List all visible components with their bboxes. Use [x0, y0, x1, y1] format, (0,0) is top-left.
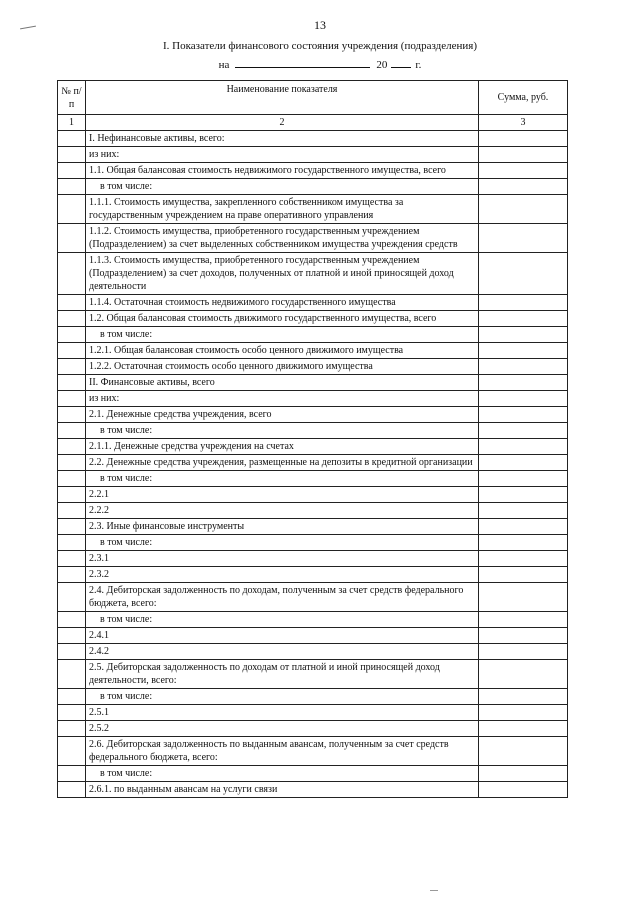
indicator-name: 2.4.2: [86, 644, 479, 660]
table-row: [58, 407, 568, 423]
indicator-name: в том числе:: [86, 612, 479, 628]
table-row: [58, 439, 568, 455]
sum-cell[interactable]: [479, 311, 568, 327]
row-number-cell: [58, 455, 86, 471]
indicator-name: 1.1. Общая балансовая стоимость недвижимого государственного имущества, всего: [86, 163, 479, 179]
row-number-cell: [58, 423, 86, 439]
row-number-cell: [58, 503, 86, 519]
row-number-cell: [58, 487, 86, 503]
table-row: [58, 583, 568, 612]
row-number-cell: [58, 583, 86, 612]
sum-cell[interactable]: [479, 644, 568, 660]
table-row: [58, 503, 568, 519]
indicator-name: из них:: [86, 147, 479, 163]
indicator-name: 1.2.1. Общая балансовая стоимость особо ценного движимого имущества: [86, 343, 479, 359]
sum-cell[interactable]: [479, 391, 568, 407]
table-row: [58, 535, 568, 551]
indicator-name: I. Нефинансовые активы, всего:: [86, 131, 479, 147]
row-number-cell: [58, 343, 86, 359]
header-sum: Сумма, руб.: [479, 81, 568, 115]
date-prefix: на: [218, 59, 230, 71]
table-row: [58, 689, 568, 705]
column-number: 3: [479, 115, 568, 131]
indicator-name: из них:: [86, 391, 479, 407]
row-number-cell: [58, 295, 86, 311]
table-row: [58, 455, 568, 471]
row-number-cell: [58, 327, 86, 343]
row-number-cell: [58, 163, 86, 179]
indicator-name: 2.1.1. Денежные средства учреждения на счетах: [86, 439, 479, 455]
sum-cell[interactable]: [479, 439, 568, 455]
date-blank: [235, 57, 370, 68]
column-number: 2: [86, 115, 479, 131]
table-row: [58, 195, 568, 224]
date-line: [0, 57, 640, 71]
indicator-name: 1.1.3. Стоимость имущества, приобретенного государственным учреждением (Подразделением) за счет доходов, полученных от платной и иной приносящей доход деятельности: [86, 253, 479, 295]
table-body: [58, 131, 568, 798]
row-number-cell: [58, 644, 86, 660]
table-row: [58, 179, 568, 195]
table-row: [58, 359, 568, 375]
indicator-name: 2.3.1: [86, 551, 479, 567]
sum-cell[interactable]: [479, 583, 568, 612]
table-row: [58, 721, 568, 737]
sum-cell[interactable]: [479, 407, 568, 423]
indicator-name: 2.2.1: [86, 487, 479, 503]
indicator-name: в том числе:: [86, 179, 479, 195]
table-row: [58, 147, 568, 163]
indicator-name: в том числе:: [86, 423, 479, 439]
indicator-name: 2.4.1: [86, 628, 479, 644]
indicators-table: [57, 80, 568, 798]
row-number-cell: [58, 705, 86, 721]
row-number-cell: [58, 689, 86, 705]
table-row: [58, 782, 568, 798]
row-number-cell: [58, 628, 86, 644]
row-number-cell: [58, 782, 86, 798]
sum-cell[interactable]: [479, 689, 568, 705]
table-row: [58, 295, 568, 311]
row-number-cell: [58, 567, 86, 583]
indicator-name: II. Финансовые активы, всего: [86, 375, 479, 391]
row-number-cell: [58, 766, 86, 782]
table-row: [58, 487, 568, 503]
row-number-cell: [58, 737, 86, 766]
indicator-name: 1.2. Общая балансовая стоимость движимого государственного имущества, всего: [86, 311, 479, 327]
table-row: [58, 551, 568, 567]
sum-cell[interactable]: [479, 253, 568, 295]
sum-cell[interactable]: [479, 359, 568, 375]
sum-cell[interactable]: [479, 179, 568, 195]
sum-cell[interactable]: [479, 455, 568, 471]
sum-cell[interactable]: [479, 295, 568, 311]
sum-cell[interactable]: [479, 567, 568, 583]
sum-cell[interactable]: [479, 535, 568, 551]
table-row: [58, 375, 568, 391]
sum-cell[interactable]: [479, 660, 568, 689]
sum-cell[interactable]: [479, 782, 568, 798]
header-no: № п/п: [58, 81, 86, 115]
indicator-name: в том числе:: [86, 766, 479, 782]
indicator-name: 2.6. Дебиторская задолженность по выданным авансам, полученным за счет средств федерального бюджета, всего:: [86, 737, 479, 766]
indicator-name: 2.3. Иные финансовые инструменты: [86, 519, 479, 535]
row-number-cell: [58, 131, 86, 147]
indicator-name: 2.5.2: [86, 721, 479, 737]
row-number-cell: [58, 612, 86, 628]
row-number-cell: [58, 147, 86, 163]
sum-cell[interactable]: [479, 224, 568, 253]
sum-cell[interactable]: [479, 375, 568, 391]
table-row: [58, 567, 568, 583]
indicator-name: в том числе:: [86, 689, 479, 705]
sum-cell[interactable]: [479, 131, 568, 147]
sum-cell[interactable]: [479, 343, 568, 359]
indicator-name: 2.2.2: [86, 503, 479, 519]
row-number-cell: [58, 253, 86, 295]
sum-cell[interactable]: [479, 721, 568, 737]
table-row: [58, 163, 568, 179]
sum-cell[interactable]: [479, 147, 568, 163]
sum-cell[interactable]: [479, 551, 568, 567]
row-number-cell: [58, 551, 86, 567]
table-row: [58, 705, 568, 721]
year-prefix: 20: [376, 59, 388, 71]
table-row: [58, 131, 568, 147]
indicator-name: в том числе:: [86, 471, 479, 487]
table-row: [58, 391, 568, 407]
row-number-cell: [58, 407, 86, 423]
header-row: [58, 81, 568, 115]
table-row: [58, 766, 568, 782]
document-title: I. Показатели финансового состояния учреждения (подразделения): [163, 40, 477, 52]
sum-cell[interactable]: [479, 487, 568, 503]
indicator-name: 2.5.1: [86, 705, 479, 721]
sum-cell[interactable]: [479, 423, 568, 439]
row-number-cell: [58, 721, 86, 737]
sum-cell[interactable]: [479, 327, 568, 343]
indicator-name: 2.4. Дебиторская задолженность по доходам, полученным за счет средств федерального бюджета, всего:: [86, 583, 479, 612]
indicator-name: в том числе:: [86, 535, 479, 551]
sum-cell[interactable]: [479, 519, 568, 535]
table-row: [58, 423, 568, 439]
column-number: 1: [58, 115, 86, 131]
row-number-cell: [58, 311, 86, 327]
table-row: [58, 471, 568, 487]
row-number-cell: [58, 471, 86, 487]
sum-cell[interactable]: [479, 163, 568, 179]
indicator-name: 1.2.2. Остаточная стоимость особо ценного движимого имущества: [86, 359, 479, 375]
indicator-name: 1.1.2. Стоимость имущества, приобретенного государственным учреждением (Подразделением) за счет выделенных собственником имущества учреждения средств: [86, 224, 479, 253]
indicator-name: 1.1.1. Стоимость имущества, закрепленного собственником имущества за государственным учреждением на праве оперативного управления: [86, 195, 479, 224]
indicator-name: 2.5. Дебиторская задолженность по доходам от платной и иной приносящей доход деятельности, всего:: [86, 660, 479, 689]
sum-cell[interactable]: [479, 628, 568, 644]
sum-cell[interactable]: [479, 737, 568, 766]
indicator-name: 1.1.4. Остаточная стоимость недвижимого государственного имущества: [86, 295, 479, 311]
sum-cell[interactable]: [479, 766, 568, 782]
indicator-name: в том числе:: [86, 327, 479, 343]
table-row: [58, 224, 568, 253]
row-number-cell: [58, 439, 86, 455]
page-number: 13: [314, 18, 326, 32]
row-number-cell: [58, 179, 86, 195]
column-numbers-row: [58, 115, 568, 131]
scan-mark: [430, 890, 438, 891]
indicator-name: 2.2. Денежные средства учреждения, размещенные на депозиты в кредитной организации: [86, 455, 479, 471]
row-number-cell: [58, 375, 86, 391]
row-number-cell: [58, 195, 86, 224]
sum-cell[interactable]: [479, 195, 568, 224]
table-row: [58, 644, 568, 660]
header-name: Наименование показателя: [86, 81, 479, 115]
table-row: [58, 311, 568, 327]
table-row: [58, 519, 568, 535]
sum-cell[interactable]: [479, 612, 568, 628]
table-row: [58, 253, 568, 295]
indicator-name: 2.1. Денежные средства учреждения, всего: [86, 407, 479, 423]
row-number-cell: [58, 224, 86, 253]
indicator-name: 2.3.2: [86, 567, 479, 583]
table-row: [58, 660, 568, 689]
date-suffix: г.: [415, 59, 422, 71]
row-number-cell: [58, 535, 86, 551]
table-row: [58, 612, 568, 628]
row-number-cell: [58, 519, 86, 535]
table-row: [58, 327, 568, 343]
row-number-cell: [58, 359, 86, 375]
table-row: [58, 737, 568, 766]
sum-cell[interactable]: [479, 471, 568, 487]
sum-cell[interactable]: [479, 503, 568, 519]
table-row: [58, 628, 568, 644]
row-number-cell: [58, 660, 86, 689]
sum-cell[interactable]: [479, 705, 568, 721]
indicator-name: 2.6.1. по выданным авансам на услуги связи: [86, 782, 479, 798]
table-row: [58, 343, 568, 359]
row-number-cell: [58, 391, 86, 407]
year-blank: [391, 57, 411, 68]
